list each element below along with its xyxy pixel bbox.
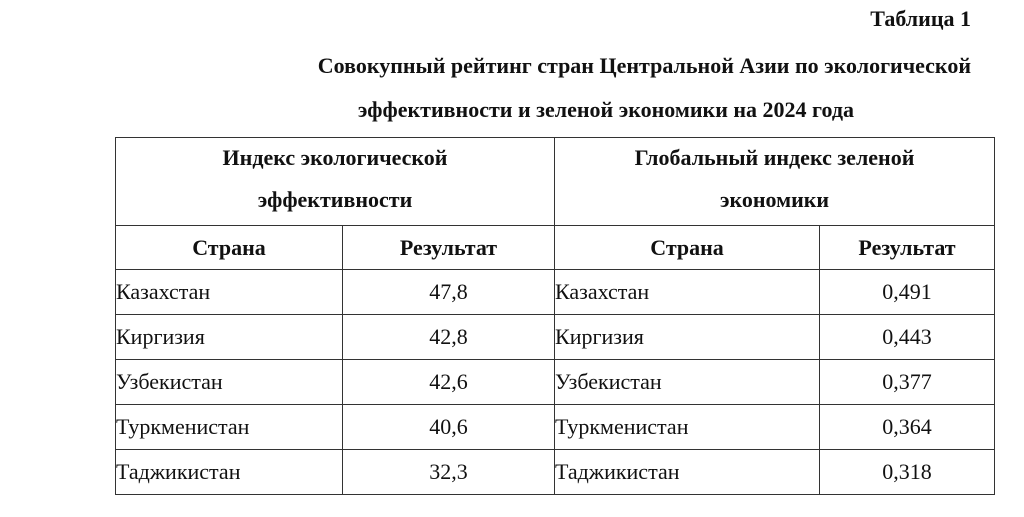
table-title-line-2: эффективности и зеленой экономики на 2024 года	[357, 97, 854, 122]
gge-country-cell: Таджикистан	[555, 450, 820, 495]
column-header-epi-result: Результат	[343, 226, 555, 270]
column-header-gge-result: Результат	[820, 226, 995, 270]
table-row	[116, 315, 995, 360]
epi-country-cell: Киргизия	[116, 315, 343, 360]
table-number: Таблица 1	[870, 6, 971, 31]
column-header-epi-country: Страна	[116, 226, 343, 270]
epi-value-cell: 42,6	[343, 360, 555, 405]
gge-country-cell: Узбекистан	[555, 360, 820, 405]
gge-value-cell: 0,364	[820, 405, 995, 450]
group-header-row	[116, 138, 995, 226]
gge-country-cell: Казахстан	[555, 270, 820, 315]
epi-value-cell: 40,6	[343, 405, 555, 450]
column-header-gge-country: Страна	[555, 226, 820, 270]
epi-country-cell: Туркменистан	[116, 405, 343, 450]
table-row	[116, 450, 995, 495]
table-row	[116, 405, 995, 450]
epi-country-cell: Узбекистан	[116, 360, 343, 405]
gge-group-header	[555, 138, 995, 226]
gge-value-cell: 0,318	[820, 450, 995, 495]
ratings-table	[115, 137, 995, 495]
epi-value-cell: 47,8	[343, 270, 555, 315]
epi-group-header-line-2: эффективности	[257, 187, 413, 212]
gge-value-cell: 0,377	[820, 360, 995, 405]
epi-group-header-line-1: Индекс экологической	[222, 145, 448, 170]
gge-group-header-line-1: Глобальный индекс зеленой	[634, 145, 915, 170]
table-row	[116, 270, 995, 315]
column-header-row	[116, 226, 995, 270]
table-row	[116, 360, 995, 405]
epi-country-cell: Таджикистан	[116, 450, 343, 495]
gge-group-header-line-2: экономики	[719, 187, 830, 212]
gge-value-cell: 0,443	[820, 315, 995, 360]
epi-country-cell: Казахстан	[116, 270, 343, 315]
gge-value-cell: 0,491	[820, 270, 995, 315]
table-title-line-1: Совокупный рейтинг стран Центральной Азии по экологической	[317, 53, 971, 78]
epi-value-cell: 32,3	[343, 450, 555, 495]
epi-value-cell: 42,8	[343, 315, 555, 360]
gge-country-cell: Туркменистан	[555, 405, 820, 450]
gge-country-cell: Киргизия	[555, 315, 820, 360]
epi-group-header	[116, 138, 555, 226]
